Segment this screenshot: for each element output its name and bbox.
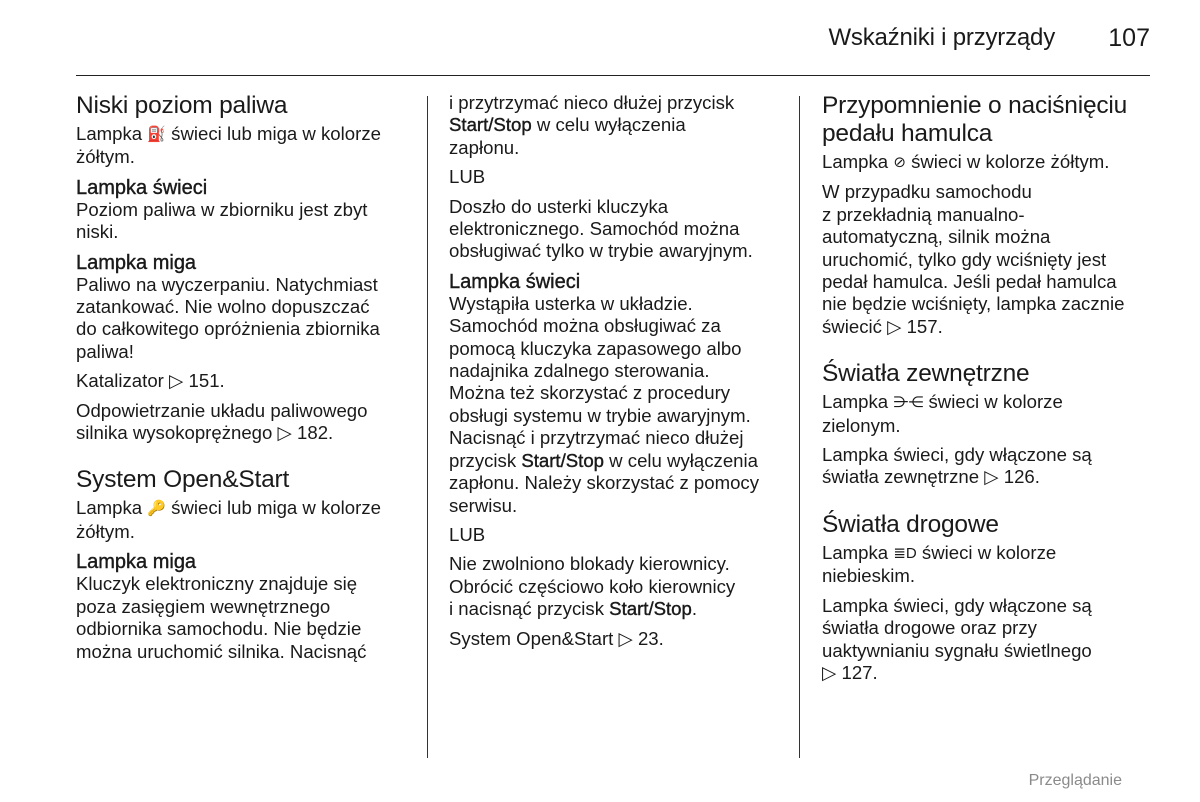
paragraph: Doszło do usterki kluczyka elektronicznego. Samochód można obsługiwać tylko w trybie awaryjnym. <box>449 195 753 262</box>
paragraph: Wystąpiła usterka w układzie. Samochód można obsługiwać za pomocą kluczyka zapasowego albo nadajnika zdalnego sterowania. Można też skorzystać z procedury obsługi systemu w trybie awaryjnym. Nacisnąć i przytrzymać nieco dłużej przycisk Start/Stop w celu wyłączenia zapłonu. Należy skorzystać z pomocy serwisu. <box>449 292 760 516</box>
paragraph: Lampka ≣D świeci w kolorze niebieskim. <box>822 541 1057 587</box>
column-1 <box>76 92 411 663</box>
paragraph: Kluczyk elektroniczny znajduje się poza zasięgiem wewnętrznego odbiornika samochodu. Nie będzie można uruchomić silnika. Nacisnąć <box>76 573 367 662</box>
paragraph: Odpowietrzanie układu paliwowego silnika wysokoprężnego ▷ 182. <box>76 399 368 444</box>
paragraph: Poziom paliwa w zbiorniku jest zbyt niski. <box>76 198 368 243</box>
column-3 <box>822 92 1157 684</box>
brake-pedal-icon: ⊘ <box>893 154 906 171</box>
reference-arrow-icon: ▷ <box>984 466 999 488</box>
paragraph: System Open&Start ▷ 23. <box>449 627 664 649</box>
paragraph: Lampka 🔑 świeci lub miga w kolorze żółtym. <box>76 497 381 542</box>
paragraph: Nie zwolniono blokady kierownicy. Obrócić częściowo koło kierownicy i nacisnąć przycisk Start/Stop. <box>449 553 736 620</box>
reference-arrow-icon: ▷ <box>887 315 902 337</box>
section-heading-exterior-lights: Światła zewnętrzne <box>822 360 1030 388</box>
header-rule <box>76 75 1150 76</box>
column-2 <box>449 92 784 650</box>
reference-arrow-icon: ▷ <box>822 661 837 683</box>
paragraph: Lampka świeci, gdy włączone są światła drogowe oraz przy uaktywnianiu sygnału świetlnego ▷ 127. <box>822 594 1092 683</box>
paragraph: Katalizator ▷ 151. <box>76 370 225 392</box>
paragraph-or: LUB <box>449 523 486 545</box>
reference-arrow-icon: ▷ <box>169 370 184 392</box>
column-divider-2 <box>799 96 800 758</box>
exterior-lights-icon: ⋺⋲ <box>893 394 924 412</box>
subheading-lamp-on: Lampka świeci <box>76 176 208 199</box>
subheading-lamp-blink: Lampka miga <box>76 551 197 574</box>
paragraph: Lampka ⋺⋲ świeci w kolorze zielonym. <box>822 391 1063 436</box>
paragraph: i przytrzymać nieco dłużej przycisk Start/Stop w celu wyłączenia zapłonu. <box>449 92 735 158</box>
fuel-pump-icon: ⛽ <box>147 126 167 143</box>
page-number: 107 <box>1108 24 1150 52</box>
page-header-title: Wskaźniki i przyrządy <box>828 24 1055 51</box>
key-signal-icon: 🔑 <box>147 500 167 518</box>
column-divider-1 <box>427 96 428 758</box>
high-beam-icon: ≣D <box>893 544 917 562</box>
section-heading-low-fuel: Niski poziom paliwa <box>76 92 288 119</box>
subheading-lamp-blink: Lampka miga <box>76 251 197 274</box>
footer-watermark: Przeglądanie <box>1028 772 1122 789</box>
paragraph: W przypadku samochodu z przekładnią manualno- automatyczną, silnik można uruchomić, tylko gdy wciśnięty jest pedał hamulca. Jeśli pedał hamulca nie będzie wciśnięty, lampka zacznie świecić ▷ 157. <box>822 181 1125 337</box>
section-heading-high-beam: Światła drogowe <box>822 510 999 538</box>
reference-arrow-icon: ▷ <box>618 627 633 649</box>
paragraph: Lampka świeci, gdy włączone są światła zewnętrzne ▷ 126. <box>822 444 1092 488</box>
subheading-lamp-on: Lampka świeci <box>449 270 581 293</box>
section-heading-brake-reminder: Przypomnienie o naciśnięciu pedału hamulca <box>822 92 1128 147</box>
reference-arrow-icon: ▷ <box>277 422 292 444</box>
paragraph: Paliwo na wyczerpaniu. Natychmiast zatankować. Nie wolno dopuszczać do całkowitego opróżnienia zbiornika paliwa! <box>76 273 380 362</box>
section-heading-open-start: System Open&Start <box>76 466 290 494</box>
paragraph-or: LUB <box>449 166 486 188</box>
paragraph: Lampka ⛽ świeci lub miga w kolorze żółtym. <box>76 123 381 168</box>
paragraph: Lampka ⊘ świeci w kolorze żółtym. <box>822 151 1157 174</box>
